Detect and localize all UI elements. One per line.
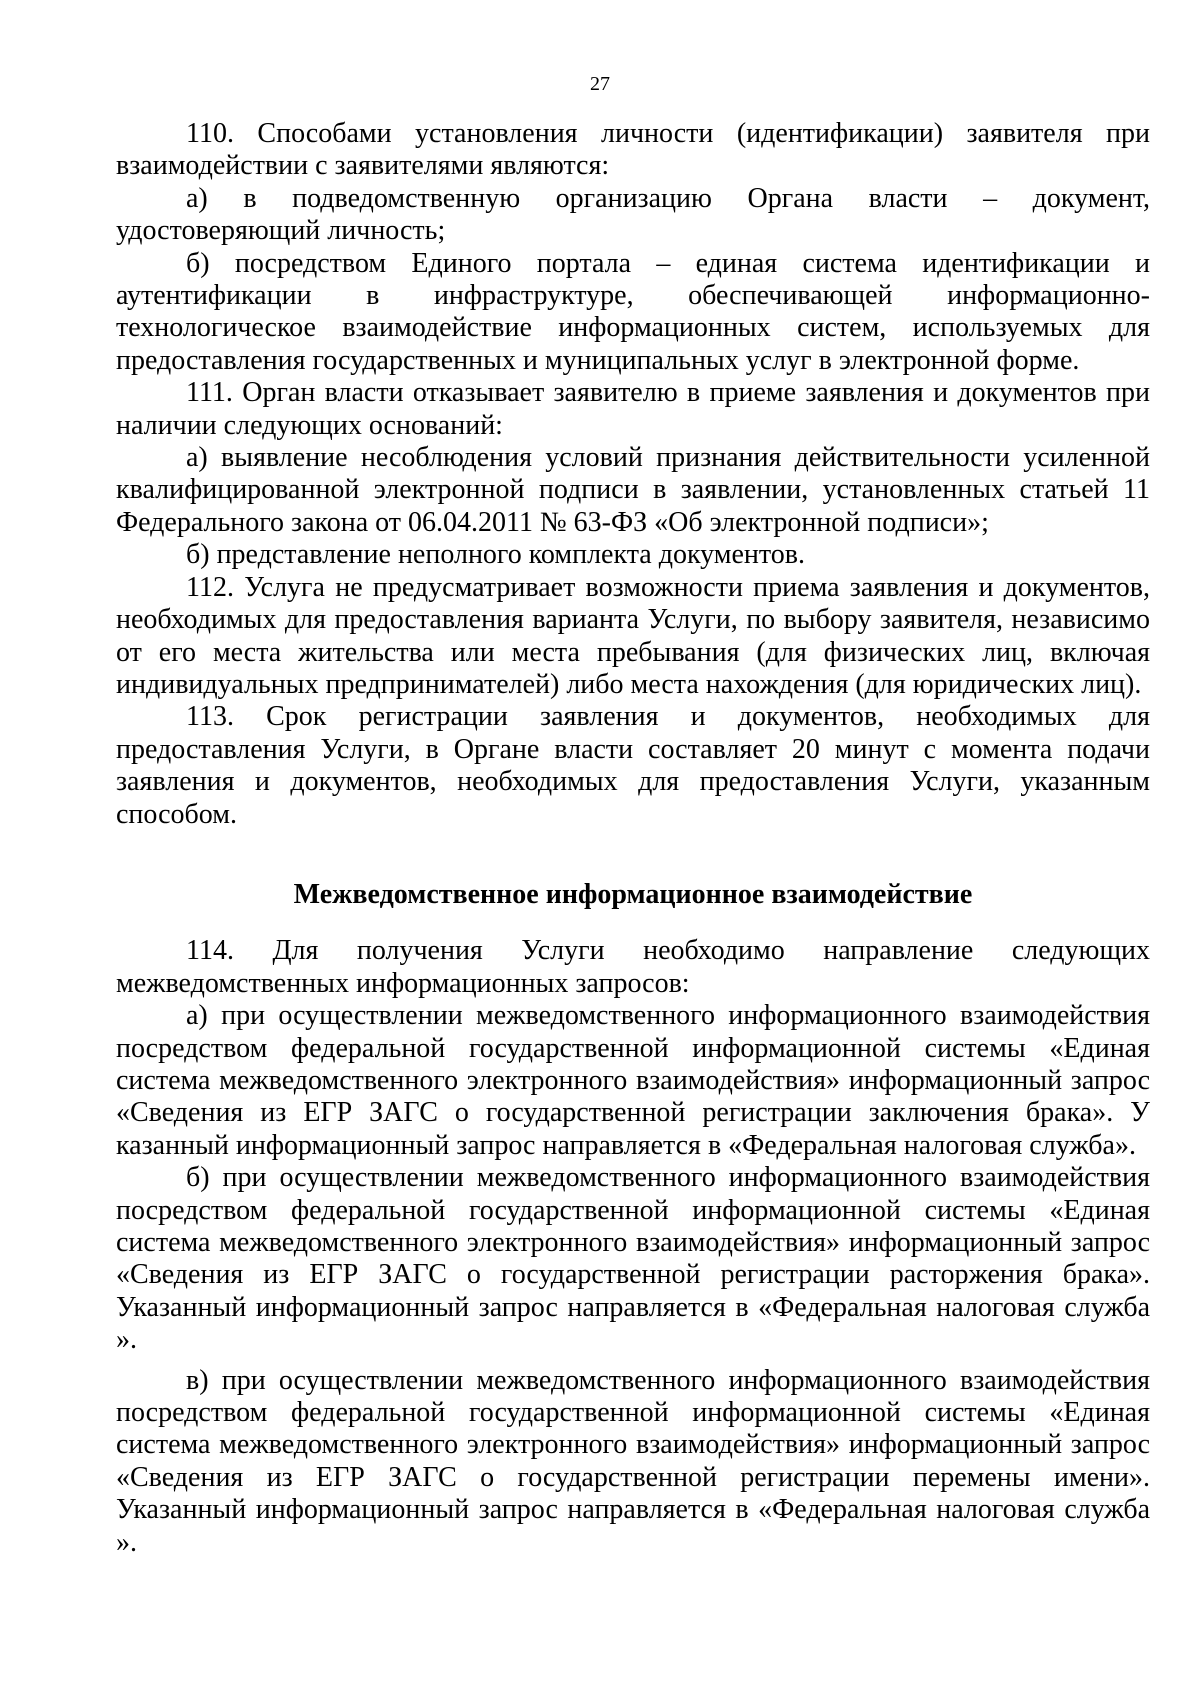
paragraph-111-b: б) представление неполного комплекта документов.	[186, 539, 806, 571]
paragraph-114-a: а) при осуществлении межведомственного информационного взаимодействия посредством федеральной государственной информационной системы «Единая система межведомственного электронного взаимодействия» информационный запрос «Сведения из ЕГР ЗАГС о государственной регистрации заключения брака». У казанный информационный запрос направляется в «Федеральная налоговая служба».	[116, 1000, 1150, 1161]
paragraph-114-b: б) при осуществлении межведомственного информационного взаимодействия посредством федеральной государственной информационной системы «Единая система межведомственного электронного взаимодействия» информационный запрос «Сведения из ЕГР ЗАГС о государственной регистрации расторжения брака». Указанный информационный запрос направляется в «Федеральная налоговая служба ».	[116, 1162, 1150, 1356]
document-body	[116, 118, 1150, 1559]
page-number: 27	[590, 73, 610, 95]
paragraph-114-v: в) при осуществлении межведомственного информационного взаимодействия посредством федеральной государственной информационной системы «Единая система межведомственного электронного взаимодействия» информационный запрос «Сведения из ЕГР ЗАГС о государственной регистрации перемены имени». Указанный информационный запрос направляется в «Федеральная налоговая служба ».	[116, 1364, 1150, 1558]
section-heading: Межведомственное информационное взаимодействие	[293, 878, 973, 910]
paragraph-110-b: б) посредством Единого портала – единая система идентификации и аутентификации в инфраструктуре, обеспечивающей информационно-технологическое взаимодействие информационных систем, используемых для предоставления государственных и муниципальных услуг в электронной форме.	[116, 247, 1150, 376]
paragraph-spacer	[116, 1357, 1150, 1365]
paragraph-111-a: а) выявление несоблюдения условий признания действительности усиленной квалифицированной электронной подписи в заявлении, установленных статьей 11 Федерального закона от 06.04.2011 № 63-ФЗ «Об электронной подписи»;	[116, 442, 1150, 538]
paragraph-110-a: а) в подведомственную организацию Органа власти – документ, удостоверяющий личность;	[116, 182, 1150, 247]
paragraph-112: 112. Услуга не предусматривает возможности приема заявления и документов, необходимых для предоставления варианта Услуги, по выбору заявителя, независимо от его места жительства или места пребывания (для физических лиц, включая индивидуальных предпринимателей) либо места нахождения (для юридических лиц).	[116, 571, 1150, 700]
paragraph-114: 114. Для получения Услуги необходимо направление следующих межведомственных информационных запросов:	[116, 935, 1150, 999]
paragraph-113: 113. Срок регистрации заявления и документов, необходимых для предоставления Услуги, в Органе власти составляет 20 минут с момента подачи заявления и документов, необходимых для предоставления Услуги, указанным способом.	[116, 701, 1150, 830]
paragraph-110: 110. Способами установления личности (идентификации) заявителя при взаимодействии с заявителями являются:	[116, 118, 1150, 182]
paragraph-111: 111. Орган власти отказывает заявителю в приеме заявления и документов при наличии следующих оснований:	[116, 377, 1150, 441]
